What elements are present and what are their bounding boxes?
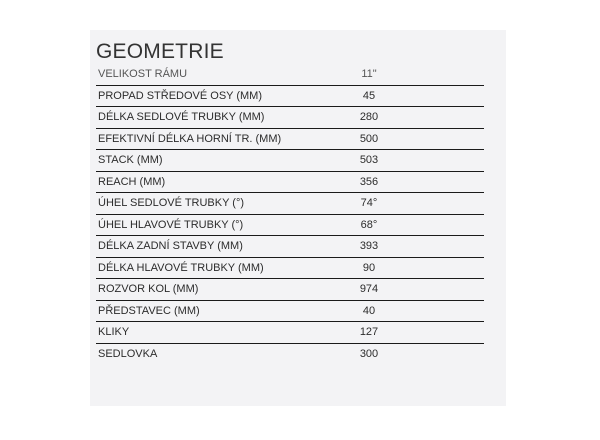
row-value: 300	[359, 347, 379, 360]
row-label: SEDLOVKA	[98, 347, 158, 360]
row-value: 127	[359, 326, 379, 338]
row-label: DÉLKA HLAVOVÉ TRUBKY (MM)	[98, 261, 264, 274]
row-label: STACK (MM)	[98, 154, 163, 166]
table-row	[96, 215, 484, 237]
table-row	[96, 129, 484, 151]
row-label: PROPAD STŘEDOVÉ OSY (MM)	[98, 89, 263, 102]
table-row	[96, 150, 484, 172]
table-row	[96, 344, 484, 365]
table-row	[96, 86, 484, 108]
row-value: 40	[362, 304, 376, 317]
row-label: DÉLKA ZADNÍ STAVBY (MM)	[98, 240, 243, 252]
row-value: 393	[359, 240, 379, 252]
row-value: 503	[359, 154, 379, 166]
row-label: REACH (MM)	[98, 175, 166, 188]
geometry-table	[96, 64, 484, 364]
table-row	[96, 107, 484, 129]
row-value: 280	[359, 111, 379, 123]
row-label: ÚHEL SEDLOVÉ TRUBKY (°)	[98, 197, 245, 209]
table-row	[96, 279, 484, 301]
table-row	[96, 64, 484, 86]
table-row	[96, 172, 484, 194]
row-value: 500	[359, 132, 379, 145]
table-row	[96, 322, 484, 344]
row-value: 974	[359, 283, 379, 295]
row-value: 356	[359, 175, 379, 188]
row-value: 74°	[360, 197, 378, 209]
row-value: 45	[362, 89, 376, 102]
row-label: ÚHEL HLAVOVÉ TRUBKY (°)	[98, 218, 244, 231]
row-label: DÉLKA SEDLOVÉ TRUBKY (MM)	[98, 111, 265, 123]
row-label: VELIKOST RÁMU	[98, 68, 188, 80]
row-label: PŘEDSTAVEC (MM)	[98, 304, 200, 317]
row-label: EFEKTIVNÍ DÉLKA HORNÍ TR. (MM)	[98, 132, 282, 145]
table-row	[96, 258, 484, 280]
row-value: 68°	[360, 218, 378, 231]
table-row	[96, 301, 484, 323]
row-value: 11"	[361, 68, 377, 80]
section-title: GEOMETRIE	[96, 40, 224, 63]
table-row	[96, 236, 484, 258]
row-label: ROZVOR KOL (MM)	[98, 283, 199, 295]
row-value: 90	[362, 261, 376, 274]
row-label: KLIKY	[98, 326, 130, 338]
table-row	[96, 193, 484, 215]
